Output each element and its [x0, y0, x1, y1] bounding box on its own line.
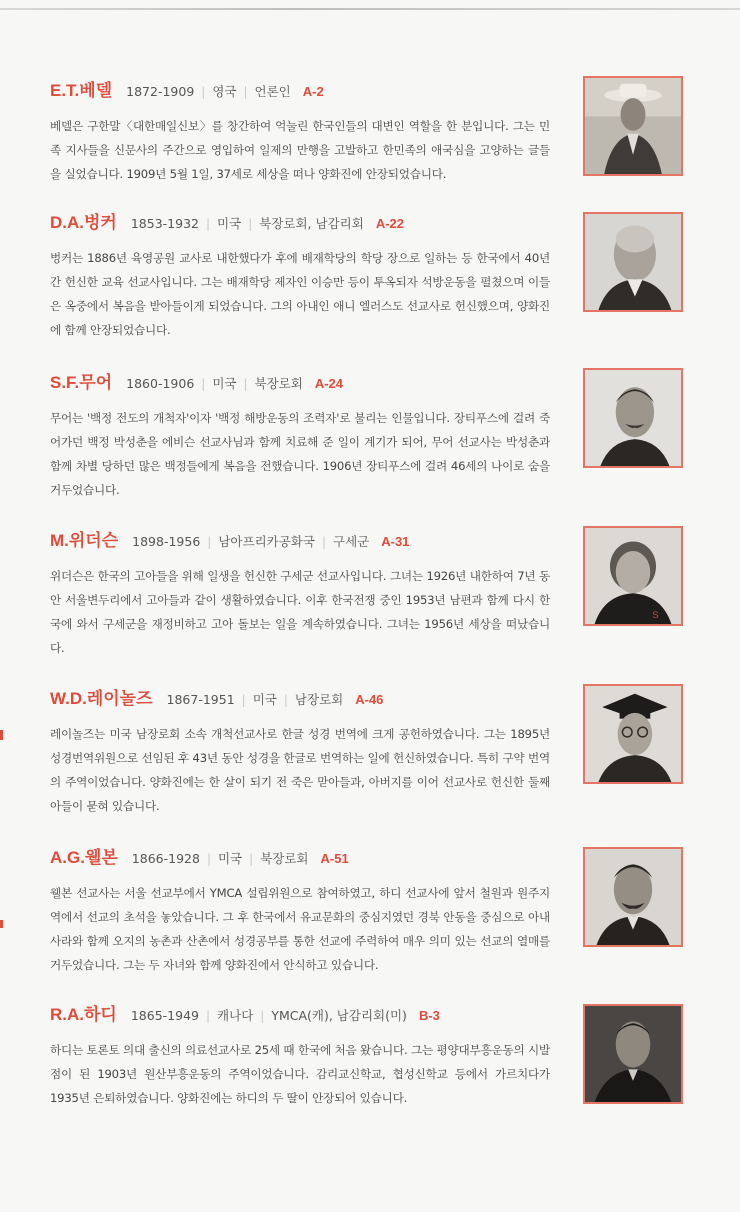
separator: | — [260, 1009, 265, 1023]
person-description: 베델은 구한말〈대한매일신보〉를 창간하여 억눌린 한국인들의 대변인 역할을 한 분입니다. 그는 민족 지사들을 신문사의 주간으로 영입하여 일제의 만행을 고발하고 한민족의 애국심을 고양하는 글들을 실었습니다. 1909년 5월 1일, 37세로 세상을 떠나 양화진에 안장되었습니다. — [50, 119, 550, 181]
page-top-edge — [0, 8, 740, 10]
person-country: 미국 — [217, 216, 242, 231]
person-years: 1872-1909 — [126, 84, 195, 99]
person-description: 하디는 토론토 의대 출신의 의료선교사로 25세 때 한국에 처음 왔습니다. 그는 평양대부흥운동의 시발점이 된 1903년 원산부흥운동의 주역이었습니다. 감리교신학교, 협성신학교 등에서 가르치다가 1935년 은퇴하였습니다. 양화진에는 하디의 두 딸이 안장되어 있습니다. — [50, 1043, 550, 1105]
grave-code: A-2 — [302, 84, 324, 99]
person-role: 북장로회 — [254, 376, 303, 391]
person-photo — [583, 1004, 683, 1104]
person-entry — [50, 526, 683, 660]
person-country: 캐나다 — [217, 1008, 254, 1023]
portrait-young-man — [585, 1006, 681, 1102]
person-entry — [50, 843, 683, 977]
separator: | — [201, 377, 206, 391]
separator: | — [243, 377, 248, 391]
separator: | — [283, 693, 288, 707]
portrait-graduation-cap-man — [585, 686, 681, 782]
person-name: M.위더슨 — [50, 531, 119, 550]
person-description: 레이놀즈는 미국 남장로회 소속 개척선교사로 한글 성경 번역에 크게 공헌하였습니다. 그는 1895년 성경번역위원으로 선임된 후 43년 동안 성경을 한글로 번역하는 일에 헌신하였습니다. 특히 구약 번역의 주역이었습니다. 양화진에는 한 살이 되기 전 죽은 맏아들과, 아버지를 이어 선교사로 헌신한 둘째 아들이 묻혀 있습니다. — [50, 727, 550, 813]
person-country: 미국 — [212, 376, 237, 391]
person-years: 1860-1906 — [126, 376, 195, 391]
person-country: 영국 — [212, 84, 237, 99]
portrait-bald-man — [585, 214, 681, 310]
person-country: 미국 — [252, 692, 277, 707]
person-entry — [50, 1000, 683, 1110]
grave-code: A-51 — [320, 851, 349, 866]
person-description: 무어는 '백정 전도의 개척자'이자 '백정 해방운동의 조력자'로 불리는 인물입니다. 장티푸스에 걸려 죽어가던 백정 박성춘을 에비슨 선교사님과 함께 치료해 준 일이 계기가 되어, 무어 선교사는 박성춘과 함께 차별 당하던 많은 백정들에게 복음을 전했습니다. 1906년 장티푸스에 걸려 46세의 나이로 숨을 거두었습니다. — [50, 411, 550, 497]
person-photo — [583, 76, 683, 176]
separator: | — [249, 852, 254, 866]
person-description: 웰본 선교사는 서울 선교부에서 YMCA 설립위원으로 참여하였고, 하디 선교사에 앞서 철원과 원주지역에서 선교의 초석을 놓았습니다. 그 후 한국에서 유교문화의 중심지였던 경북 안동을 중심으로 아내 사라와 함께 오지의 농촌과 산촌에서 성경공부를 통한 선교에 주력하여 매우 의미 있는 선교의 열매를 거두었습니다. 그는 두 자녀와 함께 양화진에서 안식하고 있습니다. — [50, 886, 550, 972]
separator: | — [248, 217, 253, 231]
separator: | — [206, 852, 211, 866]
person-photo — [583, 847, 683, 947]
grave-code: B-3 — [418, 1008, 440, 1023]
person-years: 1853-1932 — [130, 216, 199, 231]
separator: | — [207, 535, 212, 549]
person-role: 구세군 — [333, 534, 370, 549]
left-edge-mark — [0, 920, 3, 928]
separator: | — [201, 85, 206, 99]
person-role: 북장로회, 남감리회 — [259, 216, 364, 231]
person-years: 1898-1956 — [132, 534, 201, 549]
person-name: W.D.레이놀즈 — [50, 689, 153, 708]
person-entry — [50, 368, 683, 502]
person-role: 북장로회 — [260, 851, 309, 866]
person-entry — [50, 208, 683, 342]
person-role: 남장로회 — [294, 692, 344, 707]
person-photo — [583, 684, 683, 784]
person-years: 1866-1928 — [131, 851, 200, 866]
separator: | — [206, 217, 211, 231]
person-name: S.F.무어 — [50, 373, 113, 392]
person-name: E.T.베델 — [50, 81, 113, 100]
portrait-hat-man — [585, 78, 681, 174]
portrait-woman — [585, 528, 681, 624]
separator: | — [243, 85, 248, 99]
person-role: YMCA(캐), 남감리회(미) — [271, 1008, 407, 1023]
grave-code: A-31 — [381, 534, 410, 549]
separator: | — [241, 693, 246, 707]
person-years: 1867-1951 — [166, 692, 235, 707]
svg-text:S: S — [652, 610, 659, 622]
person-photo — [583, 368, 683, 468]
person-country: 미국 — [217, 851, 243, 866]
person-country: 남아프리카공화국 — [218, 534, 315, 549]
person-description: 벙커는 1886년 육영공원 교사로 내한했다가 후에 배재학당의 학당 장으로 일하는 등 한국에서 40년간 헌신한 교육 선교사입니다. 그는 배재학당 제자인 이승만 등이 투옥되자 석방운동을 펼쳤으며 이들은 옥중에서 복음을 받아들이게 되었습니다. 그의 아내인 애니 엘러스도 선교사로 헌신했으며, 양화진에 함께 안장되었습니다. — [50, 251, 550, 337]
person-photo — [583, 526, 683, 626]
person-entry — [50, 684, 683, 818]
person-name: A.G.웰본 — [50, 848, 118, 867]
person-entry — [50, 76, 683, 186]
left-edge-mark — [0, 730, 3, 740]
grave-code: A-46 — [355, 692, 384, 707]
portrait-mustache-man — [585, 370, 681, 466]
separator: | — [206, 1009, 211, 1023]
portrait-mustache-man — [585, 849, 681, 945]
separator: | — [321, 535, 326, 549]
person-role: 언론인 — [254, 84, 291, 99]
person-description: 위더슨은 한국의 고아들을 위해 일생을 헌신한 구세군 선교사입니다. 그녀는 1926년 내한하여 7년 동안 서울변두리에서 고아들과 같이 생활하였습니다. 이후 한국전쟁 중인 1953년 남편과 함께 다시 한국에 와서 구세군을 재정비하고 고아 돌보는 일을 계속하였습니다. 그녀는 1956년 세상을 떠났습니다. — [50, 569, 550, 655]
grave-code: A-24 — [314, 376, 344, 391]
person-name: D.A.벙커 — [50, 213, 117, 232]
person-photo — [583, 212, 683, 312]
grave-code: A-22 — [375, 216, 404, 231]
person-name: R.A.하디 — [50, 1005, 117, 1024]
person-years: 1865-1949 — [130, 1008, 199, 1023]
